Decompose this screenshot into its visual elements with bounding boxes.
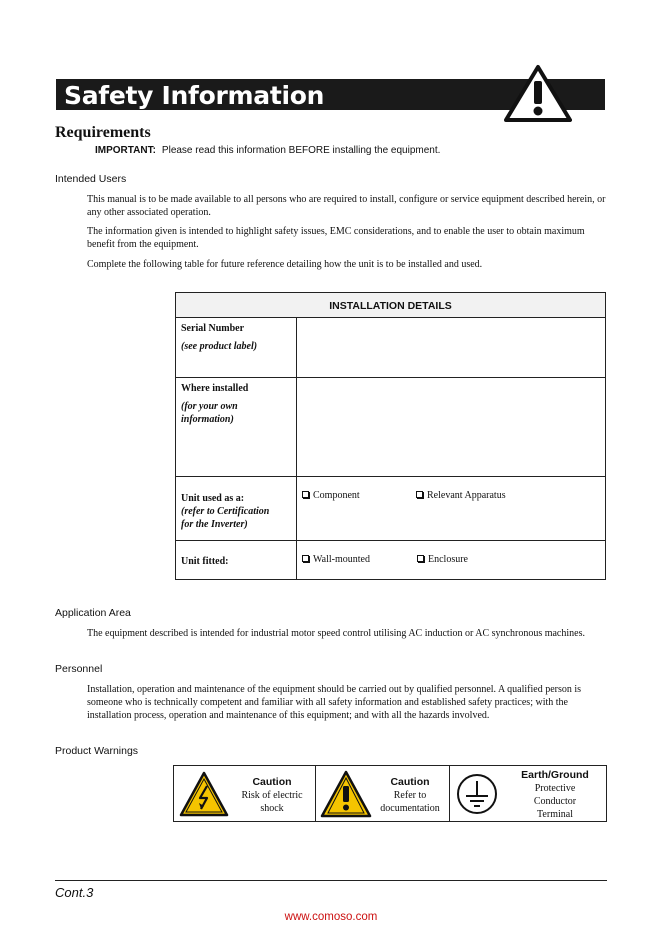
intended-users-paragraph-3: Complete the following table for future reference detailing how the unit is to be installed and used. xyxy=(87,259,483,270)
checkbox-icon xyxy=(417,555,424,562)
installation-details-table xyxy=(175,292,606,580)
checkbox-icon xyxy=(416,491,423,498)
website-link[interactable]: www.comoso.com xyxy=(284,911,378,923)
application-area-heading: Application Area xyxy=(55,607,131,619)
intended-users-heading: Intended Users xyxy=(55,173,127,185)
application-area-paragraph: The equipment described is intended for industrial motor speed control utilising AC induction or AC synchronous machines. xyxy=(87,628,585,639)
wall-mounted-checkbox[interactable]: Wall-mounted xyxy=(302,554,370,565)
where-installed-label: Where installed (for your own information) xyxy=(181,383,249,425)
page-number: Cont.3 xyxy=(55,885,94,900)
personnel-paragraph: Installation, operation and maintenance of the equipment should be carried out by qualified personnel. A qualified person is someone who is technically competent and familiar with all safety information and established safety practices; with the installation process, operation and maintenance of this equipment; and with all the hazards involved. xyxy=(87,684,582,721)
documentation-caption: Caution Refer to documentation xyxy=(380,776,440,814)
caution-warning-icon xyxy=(320,770,372,818)
table-divider xyxy=(315,766,316,821)
table-divider xyxy=(176,476,605,477)
product-warnings-table xyxy=(173,765,607,822)
checkbox-icon xyxy=(302,555,309,562)
requirements-heading: Requirements xyxy=(55,124,151,141)
footer-divider xyxy=(55,880,607,881)
important-label: IMPORTANT: xyxy=(95,145,156,156)
enclosure-checkbox[interactable]: Enclosure xyxy=(417,554,468,565)
checkbox-icon xyxy=(302,491,309,498)
earth-ground-caption: Earth/Ground Protective Conductor Terminal xyxy=(521,769,589,820)
installation-details-title: INSTALLATION DETAILS xyxy=(176,293,605,318)
serial-number-label: Serial Number (see product label) xyxy=(181,323,258,352)
table-divider xyxy=(176,377,605,378)
electric-shock-caption: Caution Risk of electric shock xyxy=(241,776,303,814)
important-notice xyxy=(95,145,440,156)
page-title: Safety Information xyxy=(64,81,325,110)
component-checkbox[interactable]: Component xyxy=(302,490,360,501)
important-text: Please read this information BEFORE installing the equipment. xyxy=(161,145,441,156)
unit-used-label: Unit used as a: (refer to Certification for the Inverter) xyxy=(181,493,270,530)
earth-ground-icon xyxy=(455,772,499,816)
unit-fitted-label: Unit fitted: xyxy=(181,556,229,567)
table-divider xyxy=(176,540,605,541)
intended-users-paragraph-1: This manual is to be made available to all persons who are required to install, configure or service equipment described herein, or any other associated operation. xyxy=(87,194,606,218)
warning-triangle-icon xyxy=(504,64,572,122)
product-warnings-heading: Product Warnings xyxy=(55,745,139,757)
electric-shock-warning-icon xyxy=(179,771,229,817)
relevant-apparatus-checkbox[interactable]: Relevant Apparatus xyxy=(416,490,506,501)
personnel-heading: Personnel xyxy=(55,663,103,675)
intended-users-paragraph-2: The information given is intended to highlight safety issues, EMC considerations, and to enable the user to obtain maximum benefit from the equipment. xyxy=(87,226,585,250)
